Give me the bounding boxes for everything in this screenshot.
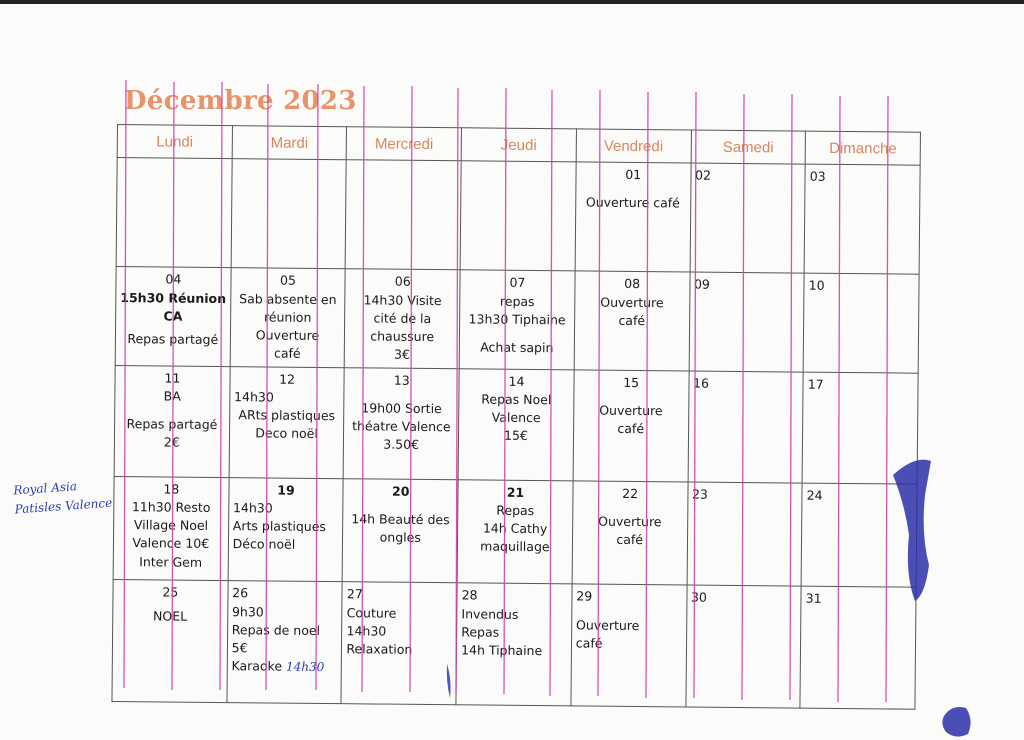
day-number: 08	[624, 276, 641, 292]
event-text: 2€	[163, 434, 180, 450]
event-text: café	[273, 345, 301, 361]
event-text: Village Noel	[133, 517, 209, 534]
day-number: 05	[280, 273, 297, 289]
event-text: Achat sapin	[480, 339, 554, 356]
weekday-thursday: Jeudi	[461, 128, 576, 162]
day-number: 06	[394, 274, 411, 290]
day-number: 28	[461, 587, 478, 603]
day-number: 14	[508, 373, 525, 389]
day-number: 13	[393, 372, 410, 388]
event-text: Ouverture	[575, 616, 640, 633]
event-text: Déco noël	[232, 536, 296, 553]
day-number: 02	[694, 167, 712, 183]
event-text: 11h30 Resto	[131, 499, 211, 516]
day-number: 31	[805, 591, 822, 607]
event-text: Ouverture café	[585, 194, 680, 211]
event-text: 14h30 Visite	[363, 291, 442, 308]
day-number: 07	[509, 275, 526, 291]
day-number: 10	[808, 278, 825, 294]
day-number: 29	[576, 588, 593, 605]
day-number: 12	[279, 371, 296, 387]
event-text: Ouverture	[600, 294, 664, 310]
weekday-monday: Lundi	[117, 125, 232, 159]
weekday-sunday: Dimanche	[805, 131, 920, 165]
day-number: 20	[391, 483, 410, 499]
calendar-title: Décembre 2023	[124, 86, 357, 116]
event-text: 14h Beauté des	[351, 511, 450, 528]
event-text: 15h30 Réunion	[120, 289, 227, 306]
event-text: Repas de noel	[231, 621, 321, 638]
event-text: 14h Cathy	[482, 520, 548, 537]
margin-note-line: Royal Asia	[12, 479, 78, 498]
event-text: Sab absente en	[239, 290, 337, 307]
event-text: Repas partagé	[126, 415, 218, 432]
event-text: café	[617, 420, 645, 436]
event-text: café	[618, 312, 646, 328]
day-number: 30	[690, 589, 707, 606]
event-text: ARts plastiques	[238, 406, 336, 423]
day-number: 16	[692, 375, 710, 391]
event-text: Ouverture	[598, 513, 662, 530]
event-text: NOEL	[153, 607, 188, 624]
day-number: 15	[623, 374, 640, 390]
margin-note-line: Patisles Valence	[14, 495, 113, 517]
event-text: Repas partagé	[127, 330, 219, 347]
day-number: 21	[506, 484, 525, 500]
event-text: ongles	[379, 529, 421, 546]
event-text: 19h00 Sortie	[361, 399, 442, 416]
event-text: BA	[163, 388, 181, 404]
event-text: chaussure	[370, 328, 435, 344]
event-text: maquillage	[480, 538, 550, 555]
day-number: 22	[622, 485, 639, 502]
day-number: 24	[806, 487, 823, 503]
day-number: 17	[807, 376, 824, 392]
day-number: 04	[165, 271, 182, 288]
event-text: Repas Noel	[481, 391, 552, 407]
day-number: 27	[346, 586, 363, 602]
event-text: 14h30	[346, 622, 387, 639]
event-text: Valence	[491, 409, 541, 425]
day-number: 23	[691, 486, 708, 502]
karaoke-label: Karaoke	[231, 658, 283, 674]
event-text: cité de la	[373, 310, 432, 326]
event-text: 15€	[503, 427, 528, 443]
handwritten-time: 14h30	[285, 659, 325, 674]
event-text: 3.50€	[383, 436, 420, 452]
weekday-tuesday: Mardi	[232, 126, 347, 160]
day-number: 09	[693, 277, 710, 293]
event-text: repas	[499, 293, 535, 309]
event-text: Repas	[496, 502, 535, 519]
day-number: 19	[277, 482, 295, 498]
weekday-friday: Vendredi	[576, 129, 691, 163]
day-number: 25	[162, 584, 179, 601]
event-text: Couture	[346, 604, 397, 621]
event-text: Ouverture	[255, 327, 320, 343]
event-text: Inter Gem	[139, 553, 203, 570]
event-text: 5€	[231, 639, 248, 656]
day-number: 11	[164, 369, 181, 386]
event-text: Arts plastiques	[232, 518, 327, 535]
event-text: 14h30	[234, 388, 274, 405]
event-text: Valence 10€	[132, 535, 210, 552]
weekday-saturday: Samedi	[691, 130, 806, 164]
event-text: Relaxation	[346, 641, 413, 657]
event-text: CA	[163, 308, 183, 324]
event-text: café	[575, 635, 603, 651]
event-text: théatre Valence	[352, 418, 451, 434]
event-text: 13h30 Tiphaine	[468, 311, 566, 328]
weekday-wednesday: Mercredi	[347, 127, 462, 161]
day-number: 01	[625, 166, 642, 183]
event-text: réunion	[263, 309, 312, 325]
event-text: Repas	[461, 624, 500, 640]
day-number: 18	[163, 481, 180, 497]
day-number: 26	[232, 585, 249, 601]
event-text: Ouverture	[599, 402, 663, 418]
event-text: 14h Tiphaine	[461, 642, 543, 658]
event-text: Invendus	[461, 605, 519, 622]
event-text: 3€	[394, 346, 411, 362]
day-number: 03	[809, 168, 826, 184]
event-text: café	[616, 532, 644, 548]
event-text: 9h30	[231, 603, 264, 619]
event-text: 14h30	[232, 500, 273, 516]
event-text: Deco noël	[255, 425, 318, 441]
